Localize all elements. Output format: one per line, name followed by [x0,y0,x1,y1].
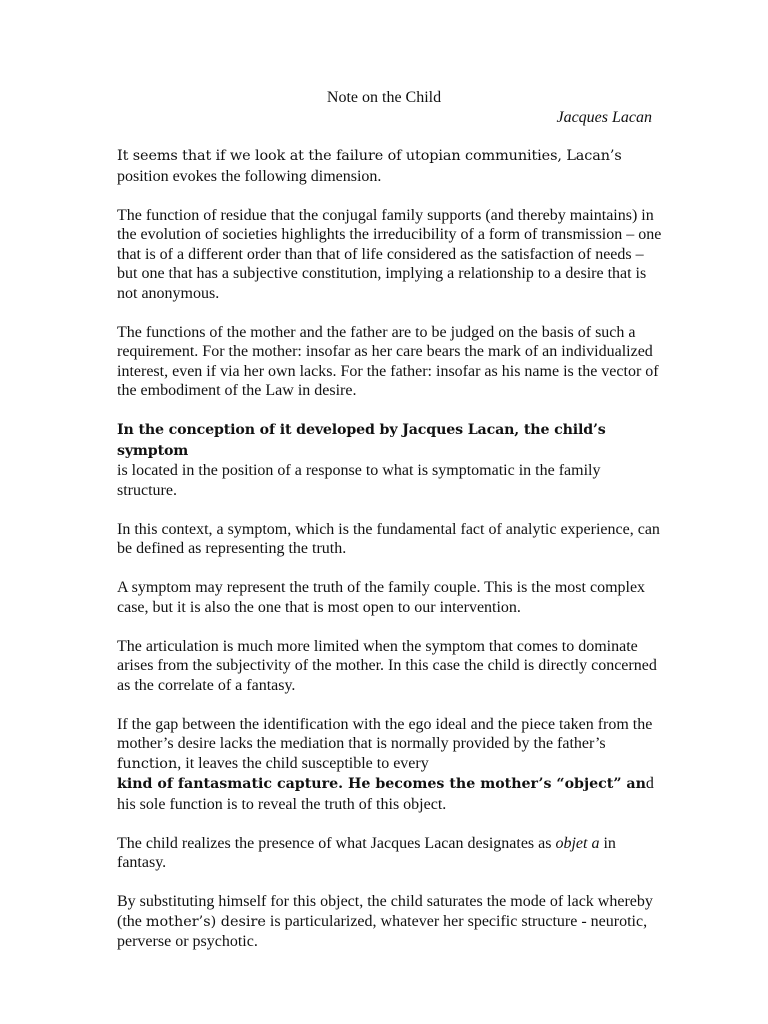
paragraph-10 [117,892,662,952]
paragraph-4-lead: In the conception of it developed by Jacques Lacan, the child’s symptom [117,422,606,459]
paragraph-8-function-word: function [117,755,178,772]
paragraph-9-part-2: in fantasy. [117,834,616,871]
paragraph-1-lead: It seems that if we look at the failure of utopian communities, Lacan’s [117,148,622,164]
paragraph-9-objet-a: objet a [555,834,600,852]
paragraph-10-part-1: By substituting himself for this object, the child saturates the mode of lack whereby (the [117,893,653,930]
paragraph-10-emphasis: mother’s) desire [145,913,266,930]
paragraph-8-emphasis: kind of fantasmatic capture. He becomes the mother’s “object” an [117,776,646,792]
paragraph-5: In this context, a symptom, which is the fundamental fact of analytic experience, can be defined as representing the truth. [117,520,660,557]
paragraph-8-part-3: d his sole function is to reveal the truth of this object. [117,775,654,813]
document-author: Jacques Lacan [556,109,652,126]
paragraph-7: The articulation is much more limited when the symptom that comes to dominate arises from the subjectivity of the mother. In this case the child is directly concerned as the correlate of a fantasy. [117,637,657,694]
paragraph-9-part-1: The child realizes the presence of what Jacques Lacan designates as [117,834,552,852]
document-title: Note on the Child [326,89,442,106]
paragraph-3: The functions of the mother and the father are to be judged on the basis of such a requirement. For the mother: insofar as her care bears the mark of an individualized interest, even if via her own lacks. For the father: insofar as his name is the vector of the embodiment of the Law in desire. [117,323,659,399]
paragraph-8 [117,715,662,815]
paragraph-1-rest: position evokes the following dimension. [117,167,382,185]
document-body [117,146,662,971]
paragraph-4-rest: is located in the position of a response to what is symptomatic in the family structure. [117,462,601,499]
paragraph-8-part-2: , it leaves the child susceptible to every [177,754,429,772]
paragraph-1 [117,146,662,186]
paragraph-4 [117,420,662,500]
paragraph-9 [117,834,662,873]
paragraph-2: The function of residue that the conjugal family supports (and thereby maintains) in the evolution of societies highlights the irreducibility of a form of transmission – one that is of a different order than that of life considered as the satisfaction of needs – but one that has a subjective constitution, implying a relationship to a desire that is not anonymous. [117,206,662,302]
paragraph-8-part-1: If the gap between the identification with the ego ideal and the piece taken from the mother’s desire lacks the mediation that is normally provided by the father’s [117,715,653,752]
paragraph-10-part-2: is particularized, whatever her specific structure - neurotic, perverse or psychotic. [117,912,648,950]
paragraph-6: A symptom may represent the truth of the family couple. This is the most complex case, but it is also the one that is most open to our intervention. [117,579,646,616]
